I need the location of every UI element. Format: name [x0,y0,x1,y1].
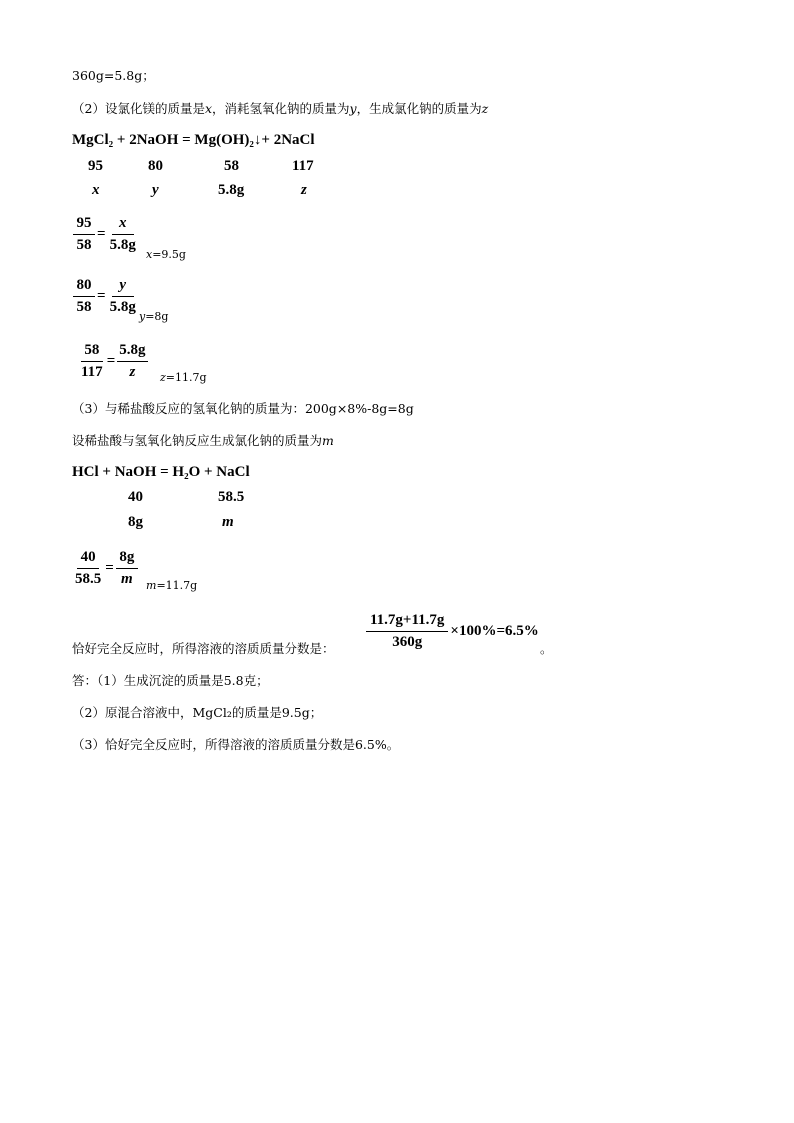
eq1-mass-mgcl2: 95 [88,158,103,174]
result-x [146,248,186,262]
result-y-var: y [139,310,146,323]
line-assumption-m [72,433,334,449]
assumption-m-text: 设稀盐酸与氢氧化钠反应生成氯化钠的质量为 [72,433,323,448]
proportion-m: $\frac{40}{58.5}$ = $\frac{8g}{m}$ [73,549,138,588]
eq1-unknown-x: x [92,182,100,198]
final-period: 。 [540,641,553,656]
eq1-unknown-z: z [301,182,307,198]
line-result-precipitate: 360g=5.8g； [72,68,155,83]
assumption-text-b: ，消耗氢氧化钠的质量为 [212,101,350,116]
result-y-value: =8g [145,310,169,323]
answer-2 [72,705,322,721]
proportion-x: $\frac{95}{58}$ = $\frac{x}{5.8g}$ [73,215,138,254]
proportion-z: $\frac{58}{117}$ = $\frac{5.8g}{z}$ [81,342,146,380]
answer-1: 答：（1）生成沉淀的质量是5.8克； [72,673,269,688]
answer-2-formula: MgCl₂ [192,705,232,720]
eq1-mass-nacl: 117 [292,158,314,174]
frac3-num-right: 5.8g [117,342,147,362]
result-z-value: =11.7g [165,371,207,384]
frac3-num-left: 58 [81,342,103,362]
assumption-text-a: （2）设氯化镁的质量是 [72,101,205,116]
eq1-known-5-8g: 5.8g [218,182,245,198]
frac3-den-right: z [129,364,136,380]
proportion-y: $\frac{80}{58}$ = $\frac{y}{5.8g}$ [73,277,138,316]
frac1-den-right: 5.8g [109,237,136,253]
eq1-unknown-y: y [152,182,159,198]
final-denominator: 360g [392,634,423,650]
answer-2-text-a: （2）原混合溶液中， [72,705,193,720]
answer-2-text-b: 的质量是9.5g； [231,705,323,720]
frac2-den-left: 58 [76,299,92,315]
eq1-mass-mgoh2: 58 [224,158,239,174]
frac4-den-right: m [120,571,133,587]
eq2-unknown-m: m [222,514,234,530]
answer-3: （3）恰好完全反应时，所得溶液的溶质质量分数是6.5%。 [72,737,400,752]
eq2-mass-naoh: 40 [128,489,143,505]
var-x: x [204,101,213,116]
result-m-var: m [146,579,157,592]
var-m: m [322,433,334,448]
line-naoh-with-hcl: （3）与稀盐酸反应的氢氧化钠的质量为：200g×8%-8g=8g [72,401,414,416]
result-z [160,371,207,385]
result-x-var: x [146,248,153,261]
result-x-value: =9.5g [152,248,186,261]
final-fraction [366,612,539,651]
eq1-mass-naoh: 80 [148,158,163,174]
result-m-value: =11.7g [156,579,198,592]
frac1-den-left: 58 [76,237,92,253]
final-result: ×100%=6.5% [450,623,539,639]
eq2-known-8g: 8g [128,514,143,530]
result-z-var: z [160,371,166,384]
var-z: z [481,101,489,116]
chemical-equation-2: HCl + NaOH = H₂O + NaCl [72,464,250,480]
assumption-text-c: ，生成氯化钠的质量为 [356,101,482,116]
frac1-num-right: x [112,215,134,235]
frac4-den-left: 58.5 [75,571,102,587]
var-y: y [349,101,357,116]
final-numerator: 11.7g+11.7g [366,612,448,632]
result-y [139,310,168,324]
chemical-equation-1: MgCl₂ + 2NaOH = Mg(OH)₂↓+ 2NaCl [72,132,315,148]
frac4-num-right: 8g [116,549,138,569]
frac2-num-left: 80 [73,277,95,297]
frac2-num-right: y [112,277,134,297]
eq2-mass-nacl: 58.5 [218,489,245,505]
result-m [146,579,197,593]
frac3-den-left: 117 [81,364,103,380]
line-assumption [72,101,488,117]
frac1-num-left: 95 [73,215,95,235]
line-final-label: 恰好完全反应时，所得溶液的溶质质量分数是： [72,641,335,656]
frac4-num-left: 40 [77,549,99,569]
frac2-den-right: 5.8g [109,299,136,315]
